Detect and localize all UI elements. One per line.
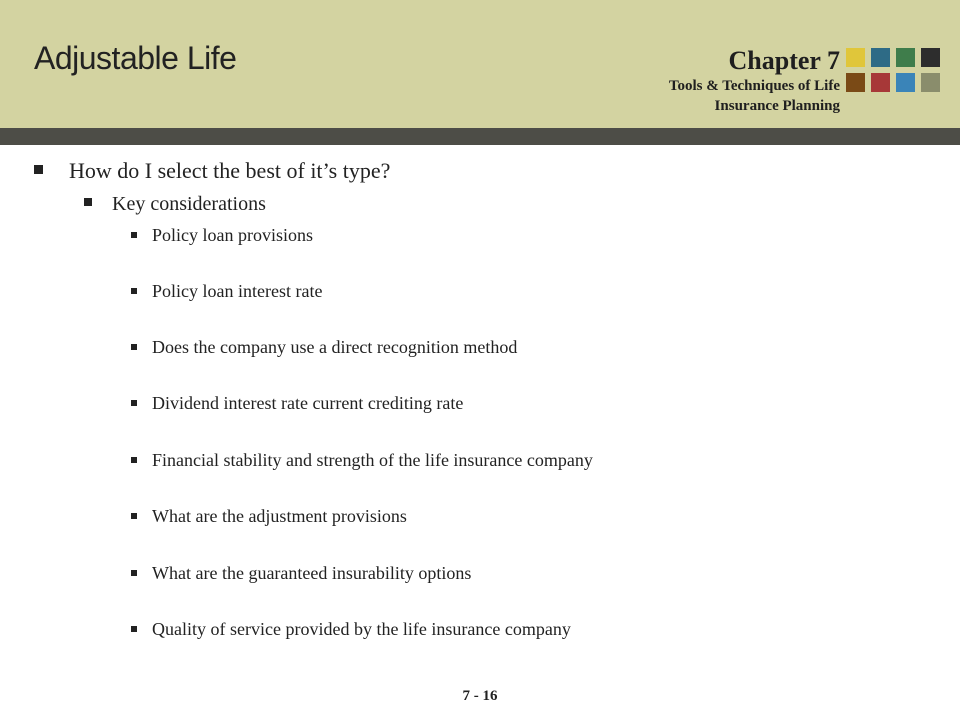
square-bullet-icon — [131, 513, 137, 519]
consideration-item — [131, 619, 571, 640]
consideration-text: Dividend interest rate current crediting rate — [152, 393, 464, 413]
consideration-item — [131, 393, 463, 414]
consideration-text: Policy loan interest rate — [152, 281, 323, 301]
consideration-text: Policy loan provisions — [152, 225, 313, 245]
square-bullet-icon — [131, 232, 137, 238]
square-bullet-icon — [34, 165, 43, 174]
square-bullet-icon — [131, 457, 137, 463]
consideration-item — [131, 450, 593, 471]
chapter-subtitle-line-2: Insurance Planning — [714, 98, 840, 114]
consideration-item — [131, 506, 407, 527]
consideration-text: Quality of service provided by the life insurance company — [152, 619, 571, 639]
bullet-level-1 — [34, 158, 390, 184]
square-bullet-icon — [84, 198, 92, 206]
consideration-item — [131, 337, 517, 358]
square-bullet-icon — [131, 288, 137, 294]
consideration-text: Financial stability and strength of the life insurance company — [152, 450, 593, 470]
square-bullet-icon — [131, 344, 137, 350]
consideration-text: What are the adjustment provisions — [152, 506, 407, 526]
consideration-item — [131, 281, 322, 302]
consideration-text: Does the company use a direct recognition method — [152, 337, 518, 357]
page-number: 7 - 16 — [462, 688, 498, 704]
square-bullet-icon — [131, 400, 137, 406]
chapter-title: Chapter 7 — [728, 46, 840, 75]
question-text: How do I select the best of it’s type? — [69, 158, 391, 183]
bullet-level-2 — [84, 193, 266, 216]
sub-heading-text: Key considerations — [112, 193, 266, 215]
consideration-item — [131, 563, 471, 584]
consideration-item — [131, 225, 313, 246]
chapter-subtitle-line-1: Tools & Techniques of Life — [668, 78, 840, 94]
square-bullet-icon — [131, 570, 137, 576]
slide-title: Adjustable Life — [34, 40, 237, 76]
square-bullet-icon — [131, 626, 137, 632]
consideration-text: What are the guaranteed insurability options — [152, 563, 472, 583]
